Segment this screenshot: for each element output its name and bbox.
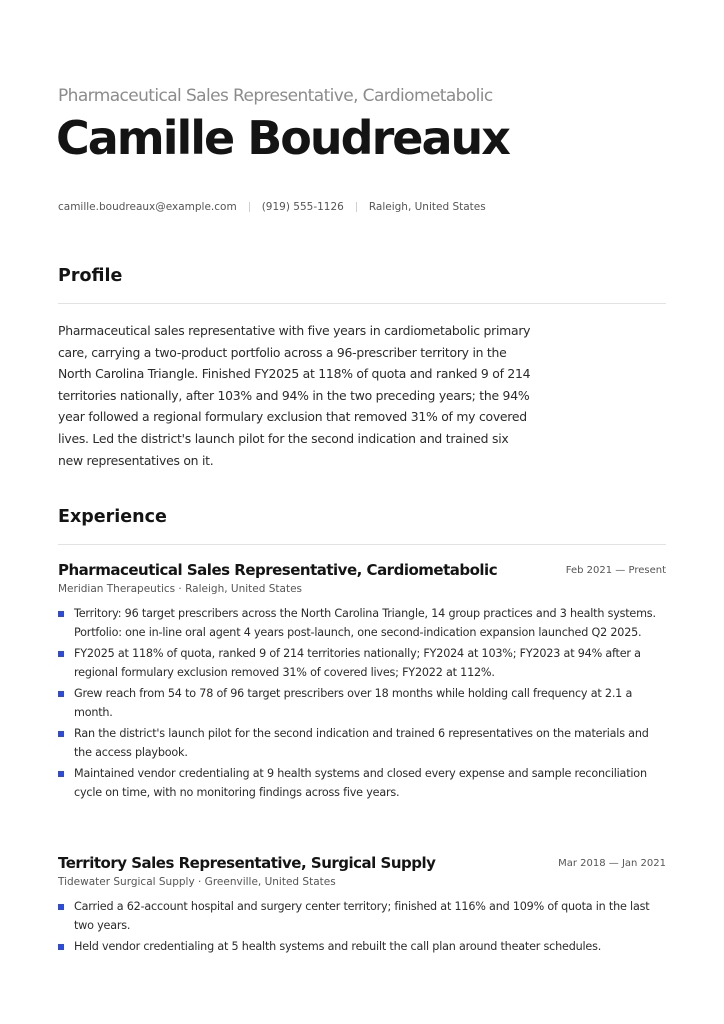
contact-phone[interactable]: (919) 555-1126 (261, 201, 344, 213)
job-title: Pharmaceutical Sales Representative, Cardiometabolic (58, 561, 498, 579)
experience-heading: Experience (58, 507, 167, 527)
bullet-marker (58, 611, 64, 617)
job-entry (58, 561, 666, 805)
job-dates: Mar 2018 — Jan 2021 (558, 858, 666, 869)
list-item: Carried a 62-account hospital and surgery center territory; finished at 116% and 109% of quota in the last two years. (58, 898, 666, 935)
job-bullets (58, 605, 666, 802)
list-item: Maintained vendor credentialing at 9 health systems and closed every expense and sample reconciliation cycle on time, with no monitoring findings across five years. (58, 765, 666, 802)
bullet-marker (58, 944, 64, 950)
job-dates: Feb 2021 — Present (565, 565, 666, 576)
job-bullets (58, 898, 666, 957)
experience-divider (58, 544, 666, 545)
list-item: Territory: 96 target prescribers across the North Carolina Triangle, 14 group practices and 3 health systems. Portfolio: one in-line oral agent 4 years post-launch, one second-indication expansion launched Q2 2025. (58, 605, 666, 642)
bullet-marker (58, 651, 64, 657)
headline-role: Pharmaceutical Sales Representative, Cardiometabolic (58, 86, 493, 106)
bullet-marker (58, 731, 64, 737)
list-item: Ran the district's launch pilot for the second indication and trained 6 representatives on the materials and the access playbook. (58, 725, 666, 762)
bullet-marker (58, 691, 64, 697)
profile-summary: Pharmaceutical sales representative with five years in cardiometabolic primary care, carrying a two-product portfolio across a 96-prescriber territory in the North Carolina Triangle. Finished FY2025 at 118% of quota and ranked 9 of 214 territories nationally, after 103% and 94% in the two preceding years; the 94% year followed a regional formulary exclusion that removed 31% of my covered lives. Led the district's launch pilot for the second indication and trained six new representatives on it. (58, 323, 531, 468)
contact-divider (356, 202, 357, 212)
contact-divider (249, 202, 250, 212)
job-title: Territory Sales Representative, Surgical Supply (58, 854, 436, 872)
job-entry (58, 854, 666, 960)
bullet-marker (58, 771, 64, 777)
list-item: Held vendor credentialing at 5 health systems and rebuilt the call plan around theater schedules. (58, 938, 666, 957)
contact-line (58, 201, 486, 213)
profile-divider (58, 303, 666, 304)
list-item: Grew reach from 54 to 78 of 96 target prescribers over 18 months while holding call frequency at 2.1 a month. (58, 685, 666, 722)
job-employer: Tidewater Surgical Supply · Greenville, United States (58, 876, 336, 888)
bullet-marker (58, 904, 64, 910)
profile-heading: Profile (58, 266, 123, 286)
list-item: FY2025 at 118% of quota, ranked 9 of 214 territories nationally; FY2024 at 103%; FY2023 at 94% after a regional formulary exclusion removed 31% of covered lives; FY2022 at 112%. (58, 645, 666, 682)
contact-location: Raleigh, United States (368, 201, 486, 213)
contact-email[interactable]: camille.boudreaux@example.com (58, 201, 237, 213)
candidate-name: Camille Boudreaux (56, 111, 509, 165)
job-employer: Meridian Therapeutics · Raleigh, United States (58, 583, 303, 595)
